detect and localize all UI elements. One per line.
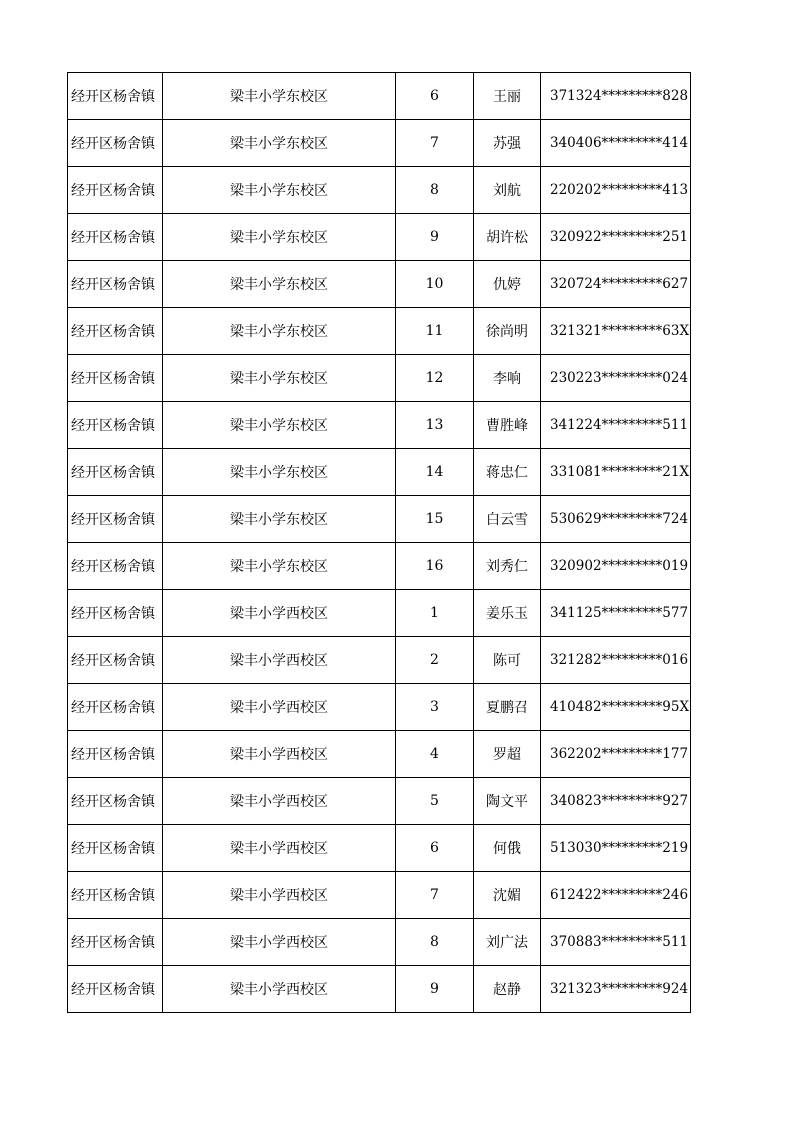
id-number-cell: 230223*********024	[541, 355, 691, 402]
number-cell: 7	[396, 872, 474, 919]
table-row	[68, 214, 691, 261]
name-cell: 陈可	[474, 637, 541, 684]
table-row	[68, 402, 691, 449]
school-cell: 梁丰小学东校区	[163, 402, 396, 449]
name-cell: 刘秀仁	[474, 543, 541, 590]
name-cell: 蒋忠仁	[474, 449, 541, 496]
school-cell: 梁丰小学东校区	[163, 167, 396, 214]
number-cell: 15	[396, 496, 474, 543]
school-cell: 梁丰小学西校区	[163, 919, 396, 966]
region-cell: 经开区杨舍镇	[68, 402, 163, 449]
number-cell: 8	[396, 167, 474, 214]
number-cell: 4	[396, 731, 474, 778]
table-row	[68, 543, 691, 590]
region-cell: 经开区杨舍镇	[68, 449, 163, 496]
id-number-cell: 513030*********219	[541, 825, 691, 872]
id-number-cell: 320902*********019	[541, 543, 691, 590]
table-row	[68, 308, 691, 355]
name-cell: 陶文平	[474, 778, 541, 825]
school-cell: 梁丰小学西校区	[163, 637, 396, 684]
id-number-cell: 341224*********511	[541, 402, 691, 449]
number-cell: 2	[396, 637, 474, 684]
name-cell: 白云雪	[474, 496, 541, 543]
name-cell: 刘广法	[474, 919, 541, 966]
name-cell: 胡许松	[474, 214, 541, 261]
id-number-cell: 410482*********95X	[541, 684, 691, 731]
table-row	[68, 825, 691, 872]
number-cell: 1	[396, 590, 474, 637]
school-cell: 梁丰小学东校区	[163, 120, 396, 167]
region-cell: 经开区杨舍镇	[68, 120, 163, 167]
region-cell: 经开区杨舍镇	[68, 496, 163, 543]
id-number-cell: 321282*********016	[541, 637, 691, 684]
region-cell: 经开区杨舍镇	[68, 214, 163, 261]
region-cell: 经开区杨舍镇	[68, 590, 163, 637]
region-cell: 经开区杨舍镇	[68, 637, 163, 684]
region-cell: 经开区杨舍镇	[68, 355, 163, 402]
id-number-cell: 370883*********511	[541, 919, 691, 966]
number-cell: 16	[396, 543, 474, 590]
table-row	[68, 73, 691, 120]
name-cell: 曹胜峰	[474, 402, 541, 449]
school-cell: 梁丰小学东校区	[163, 449, 396, 496]
table-row	[68, 919, 691, 966]
id-number-cell: 362202*********177	[541, 731, 691, 778]
id-number-cell: 530629*********724	[541, 496, 691, 543]
name-cell: 何俄	[474, 825, 541, 872]
region-cell: 经开区杨舍镇	[68, 731, 163, 778]
number-cell: 13	[396, 402, 474, 449]
id-number-cell: 371324*********828	[541, 73, 691, 120]
name-cell: 罗超	[474, 731, 541, 778]
table-row	[68, 637, 691, 684]
id-number-cell: 331081*********21X	[541, 449, 691, 496]
name-cell: 王丽	[474, 73, 541, 120]
school-cell: 梁丰小学东校区	[163, 73, 396, 120]
region-cell: 经开区杨舍镇	[68, 825, 163, 872]
id-number-cell: 321323*********924	[541, 966, 691, 1013]
number-cell: 10	[396, 261, 474, 308]
region-cell: 经开区杨舍镇	[68, 167, 163, 214]
school-cell: 梁丰小学西校区	[163, 825, 396, 872]
roster-body	[68, 73, 691, 1013]
school-cell: 梁丰小学东校区	[163, 308, 396, 355]
table-row	[68, 120, 691, 167]
table-row	[68, 449, 691, 496]
school-cell: 梁丰小学西校区	[163, 872, 396, 919]
name-cell: 沈媚	[474, 872, 541, 919]
school-cell: 梁丰小学东校区	[163, 496, 396, 543]
name-cell: 赵静	[474, 966, 541, 1013]
region-cell: 经开区杨舍镇	[68, 966, 163, 1013]
name-cell: 姜乐玉	[474, 590, 541, 637]
region-cell: 经开区杨舍镇	[68, 684, 163, 731]
table-row	[68, 778, 691, 825]
number-cell: 11	[396, 308, 474, 355]
name-cell: 夏鹏召	[474, 684, 541, 731]
school-cell: 梁丰小学东校区	[163, 543, 396, 590]
table-row	[68, 731, 691, 778]
school-cell: 梁丰小学东校区	[163, 214, 396, 261]
school-cell: 梁丰小学西校区	[163, 778, 396, 825]
number-cell: 9	[396, 214, 474, 261]
table-row	[68, 167, 691, 214]
id-number-cell: 220202*********413	[541, 167, 691, 214]
school-cell: 梁丰小学西校区	[163, 966, 396, 1013]
region-cell: 经开区杨舍镇	[68, 73, 163, 120]
number-cell: 5	[396, 778, 474, 825]
number-cell: 9	[396, 966, 474, 1013]
name-cell: 李响	[474, 355, 541, 402]
table-row	[68, 261, 691, 308]
name-cell: 仇婷	[474, 261, 541, 308]
id-number-cell: 320724*********627	[541, 261, 691, 308]
school-cell: 梁丰小学东校区	[163, 355, 396, 402]
name-cell: 刘航	[474, 167, 541, 214]
table-row	[68, 590, 691, 637]
number-cell: 14	[396, 449, 474, 496]
id-number-cell: 320922*********251	[541, 214, 691, 261]
name-cell: 徐尚明	[474, 308, 541, 355]
number-cell: 12	[396, 355, 474, 402]
school-cell: 梁丰小学东校区	[163, 261, 396, 308]
school-cell: 梁丰小学西校区	[163, 731, 396, 778]
school-cell: 梁丰小学西校区	[163, 684, 396, 731]
table-row	[68, 496, 691, 543]
roster-table	[67, 72, 691, 1013]
id-number-cell: 341125*********577	[541, 590, 691, 637]
table-row	[68, 684, 691, 731]
school-cell: 梁丰小学西校区	[163, 590, 396, 637]
region-cell: 经开区杨舍镇	[68, 543, 163, 590]
id-number-cell: 340823*********927	[541, 778, 691, 825]
number-cell: 6	[396, 73, 474, 120]
number-cell: 8	[396, 919, 474, 966]
id-number-cell: 612422*********246	[541, 872, 691, 919]
table-row	[68, 355, 691, 402]
number-cell: 6	[396, 825, 474, 872]
name-cell: 苏强	[474, 120, 541, 167]
table-row	[68, 872, 691, 919]
region-cell: 经开区杨舍镇	[68, 778, 163, 825]
region-cell: 经开区杨舍镇	[68, 919, 163, 966]
id-number-cell: 340406*********414	[541, 120, 691, 167]
region-cell: 经开区杨舍镇	[68, 261, 163, 308]
table-row	[68, 966, 691, 1013]
region-cell: 经开区杨舍镇	[68, 872, 163, 919]
id-number-cell: 321321*********63X	[541, 308, 691, 355]
number-cell: 3	[396, 684, 474, 731]
region-cell: 经开区杨舍镇	[68, 308, 163, 355]
number-cell: 7	[396, 120, 474, 167]
